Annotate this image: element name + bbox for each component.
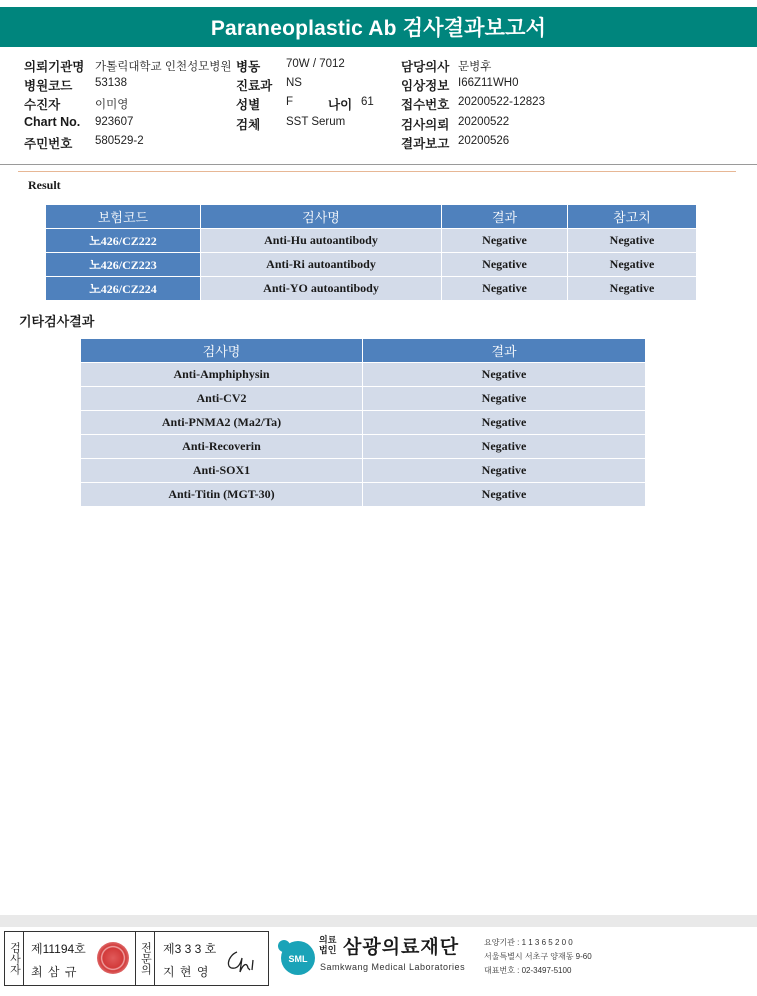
logo-text: SML (288, 954, 308, 964)
tester-license: 제11194호 (31, 942, 86, 956)
test-result: Negative (442, 229, 568, 253)
id-number-value: 580529-2 (95, 135, 144, 147)
specialist-name: 지 현 영 (163, 965, 210, 979)
reference-value: Negative (568, 253, 697, 277)
clinical-info-label: 임상정보 (401, 79, 450, 93)
column-header-result: 결과 (442, 205, 568, 229)
specimen-label: 검체 (236, 118, 261, 132)
test-name: Anti-Recoverin (81, 435, 363, 459)
ward-label: 병동 (236, 60, 261, 74)
table-row (81, 411, 646, 435)
company-logo-icon (274, 934, 318, 978)
footer-band (0, 915, 757, 927)
column-header-test: 검사명 (201, 205, 442, 229)
receipt-label: 접수번호 (401, 98, 450, 112)
receipt-value: 20200522-12823 (458, 96, 545, 108)
hospital-code-value: 53138 (95, 77, 127, 89)
age-label: 나이 (328, 98, 353, 112)
company-english-name: Samkwang Medical Laboratories (320, 962, 466, 972)
report-title: Paraneoplastic Ab 검사결과보고서 (0, 7, 757, 47)
reference-value: Negative (568, 229, 697, 253)
test-result: Negative (363, 483, 646, 507)
test-name: Anti-YO autoantibody (201, 277, 442, 301)
request-date-value: 20200522 (458, 116, 510, 128)
specialist-license: 제3 3 3 호 (163, 942, 217, 956)
other-tests-table (80, 338, 646, 507)
specialist-label-text: 전문의 (139, 942, 152, 975)
patient-label: 수진자 (24, 98, 61, 112)
table-row (81, 363, 646, 387)
company-prefix: 의료법인 (319, 935, 337, 955)
other-tests-table-header (81, 339, 646, 363)
test-name: Anti-Ri autoantibody (201, 253, 442, 277)
institution-label: 의뢰기관명 (24, 60, 85, 74)
test-name: Anti-SOX1 (81, 459, 363, 483)
doctor-label: 담당의사 (401, 60, 450, 74)
table-row (81, 435, 646, 459)
ward-value: 70W / 7012 (286, 58, 345, 70)
tester-name: 최 삼 규 (31, 965, 78, 979)
insurance-code: 노426/CZ223 (46, 253, 201, 277)
hospital-code-label: 병원코드 (24, 79, 73, 93)
chart-value: 923607 (95, 116, 134, 128)
section-divider (18, 171, 736, 172)
request-date-label: 검사의뢰 (401, 118, 450, 132)
test-result: Negative (363, 459, 646, 483)
care-org-number: 요양기관 : 1 1 3 6 5 2 0 0 (484, 938, 573, 947)
test-result: Negative (363, 363, 646, 387)
column-header-code: 보험코드 (46, 205, 201, 229)
column-header-test: 검사명 (81, 339, 363, 363)
patient-info-block (0, 54, 757, 154)
report-date-label: 결과보고 (401, 137, 450, 151)
other-tests-section-label: 기타검사결과 (19, 314, 95, 329)
test-name: Anti-Titin (MGT-30) (81, 483, 363, 507)
department-label: 진료과 (236, 79, 273, 93)
test-result: Negative (442, 253, 568, 277)
insurance-code: 노426/CZ222 (46, 229, 201, 253)
table-row (81, 459, 646, 483)
table-row (81, 483, 646, 507)
table-row (46, 277, 697, 301)
official-seal-icon (97, 942, 129, 974)
id-number-label: 주민번호 (24, 137, 73, 151)
column-header-reference: 참고치 (568, 205, 697, 229)
age-value: 61 (361, 96, 374, 108)
department-value: NS (286, 77, 302, 89)
tester-label-text: 검사자 (8, 942, 21, 975)
header-divider (0, 164, 757, 165)
specimen-value: SST Serum (286, 116, 346, 128)
company-phone: 대표번호 : 02-3497-5100 (484, 966, 572, 975)
tester-label (5, 932, 24, 985)
test-result: Negative (363, 387, 646, 411)
insurance-code: 노426/CZ224 (46, 277, 201, 301)
company-address: 서울특별시 서초구 양재동 9-60 (484, 952, 592, 961)
report-date-value: 20200526 (458, 135, 510, 147)
signature-box (4, 931, 269, 986)
specialist-label (135, 932, 155, 985)
test-result: Negative (363, 411, 646, 435)
test-result: Negative (442, 277, 568, 301)
result-section-label: Result (28, 178, 61, 192)
test-name: Anti-Amphiphysin (81, 363, 363, 387)
table-row (46, 229, 697, 253)
table-row (46, 253, 697, 277)
test-name: Anti-PNMA2 (Ma2/Ta) (81, 411, 363, 435)
test-result: Negative (363, 435, 646, 459)
test-name: Anti-Hu autoantibody (201, 229, 442, 253)
sex-label: 성별 (236, 98, 261, 112)
test-name: Anti-CV2 (81, 387, 363, 411)
patient-value: 이미영 (95, 99, 129, 111)
handwritten-signature-icon (223, 946, 263, 976)
result-table (45, 204, 697, 301)
reference-value: Negative (568, 277, 697, 301)
chart-label: Chart No. (24, 115, 81, 129)
column-header-result: 결과 (363, 339, 646, 363)
doctor-value: 문병후 (458, 61, 492, 73)
clinical-info-value: I66Z11WH0 (458, 77, 519, 89)
table-row (81, 387, 646, 411)
sex-value: F (286, 96, 294, 108)
result-table-header (46, 205, 697, 229)
company-name: 삼광의료재단 (343, 937, 460, 958)
institution-value: 가톨릭대학교 인천성모병원 (95, 61, 232, 73)
